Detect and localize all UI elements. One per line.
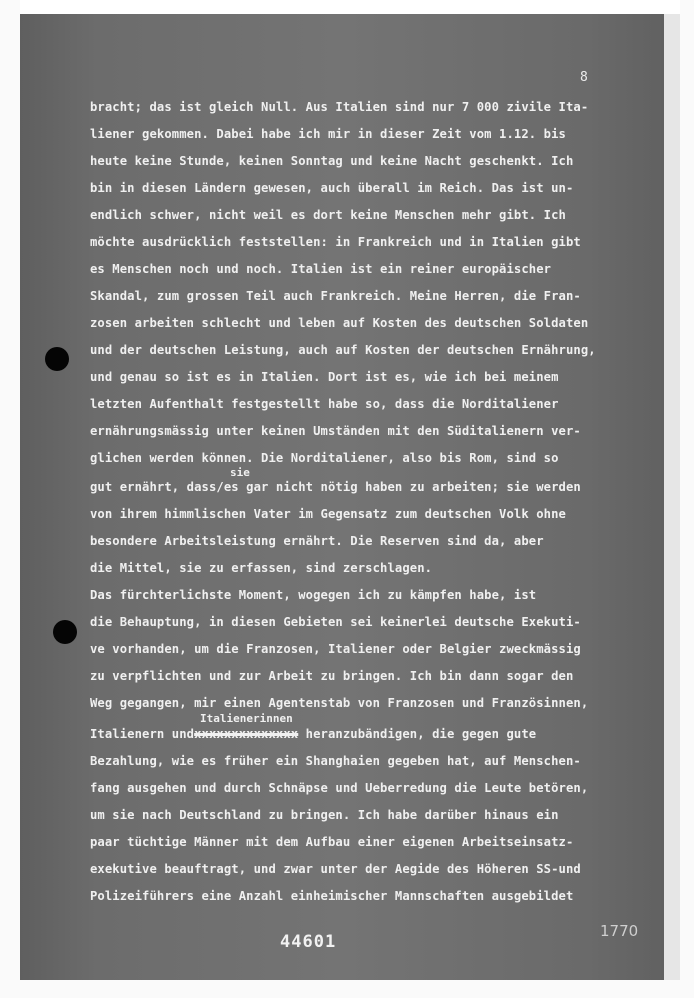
text-line-19: Das fürchterlichste Moment, wogegen ich zu kämpfen habe, ist [90,588,537,602]
text-line-28: paar tüchtige Männer mit dem Aufbau einer eigenen Arbeitseinsatz- [90,835,574,849]
text-line-6: möchte ausdrücklich feststellen: in Frankreich und in Italien gibt [90,235,581,249]
struck-out-word: xxxxxxxxxxxxxx [194,727,299,741]
punch-hole-upper [45,347,69,371]
text-line-14: glichen werden können. Die Norditaliener, also bis Rom, sind so [90,451,559,465]
text-line-24-start: Italienern und [90,727,195,741]
text-line-2: liener gekommen. Dabei habe ich mir in dieser Zeit vom 1.12. bis [90,127,566,141]
text-line-3: heute keine Stunde, keinen Sonntag und keine Nacht geschenkt. Ich [90,154,574,168]
text-line-1: bracht; das ist gleich Null. Aus Italien sind nur 7 000 zivile Ita- [90,100,589,114]
text-line-13: ernährungsmässig unter keinen Umständen mit den Süditalienern ver- [90,424,581,438]
scan-top-margin [20,0,680,14]
text-line-9: zosen arbeiten schlecht und leben auf Kosten des deutschen Soldaten [90,316,589,330]
handwritten-insert-sie: sie [230,466,250,479]
handwritten-insert-italienerinnen: Italienerinnen [200,712,293,725]
text-line-21: ve vorhanden, um die Franzosen, Italiener oder Belgier zweckmässig [90,642,581,656]
text-line-7: es Menschen noch und noch. Italien ist ein reiner europäischer [90,262,552,276]
text-line-23: Weg gegangen, mir einen Agentenstab von Franzosen und Französinnen, [90,696,589,710]
page-number: 8 [580,70,588,85]
text-line-29: exekutive beauftragt, und zwar unter der Aegide des Höheren SS-und [90,862,581,876]
scan-right-margin [664,14,680,980]
text-line-5: endlich schwer, nicht weil es dort keine Menschen mehr gibt. Ich [90,208,566,222]
text-line-15: gut ernährt, dass/es gar nicht nötig haben zu arbeiten; sie werden [90,480,581,494]
text-line-18: die Mittel, sie zu erfassen, sind zerschlagen. [90,561,433,575]
text-line-25: Bezahlung, wie es früher ein Shanghaien gegeben hat, auf Menschen- [90,754,581,768]
text-line-30: Polizeiführers eine Anzahl einheimischer Mannschaften ausgebildet [90,889,574,903]
text-line-12: letzten Aufenthalt festgestellt habe so, dass die Norditaliener [90,397,559,411]
text-line-4: bin in diesen Ländern gewesen, auch überall im Reich. Das ist un- [90,181,574,195]
text-line-17: besondere Arbeitsleistung ernährt. Die Reserven sind da, aber [90,534,544,548]
text-line-20: die Behauptung, in diesen Gebieten sei keinerlei deutsche Exekuti- [90,615,581,629]
text-line-24 [90,727,536,741]
text-line-26: fang ausgehen und durch Schnäpse und Ueberredung die Leute betören, [90,781,589,795]
document-number-stamp: 44601 [280,932,337,952]
text-line-22: zu verpflichten und zur Arbeit zu bringen. Ich bin dann sogar den [90,669,574,683]
text-line-27: um sie nach Deutschland zu bringen. Ich habe darüber hinaus ein [90,808,559,822]
text-line-24-end: heranzubändigen, die gegen gute [298,727,537,741]
text-line-10: und der deutschen Leistung, auch auf Kosten der deutschen Ernährung, [90,343,596,357]
folio-number: 1770 [600,922,639,940]
text-line-16: von ihrem himmlischen Vater im Gegensatz zum deutschen Volk ohne [90,507,566,521]
text-line-11: und genau so ist es in Italien. Dort ist es, wie ich bei meinem [90,370,559,384]
text-line-8: Skandal, zum grossen Teil auch Frankreich. Meine Herren, die Fran- [90,289,581,303]
punch-hole-lower [53,620,77,644]
